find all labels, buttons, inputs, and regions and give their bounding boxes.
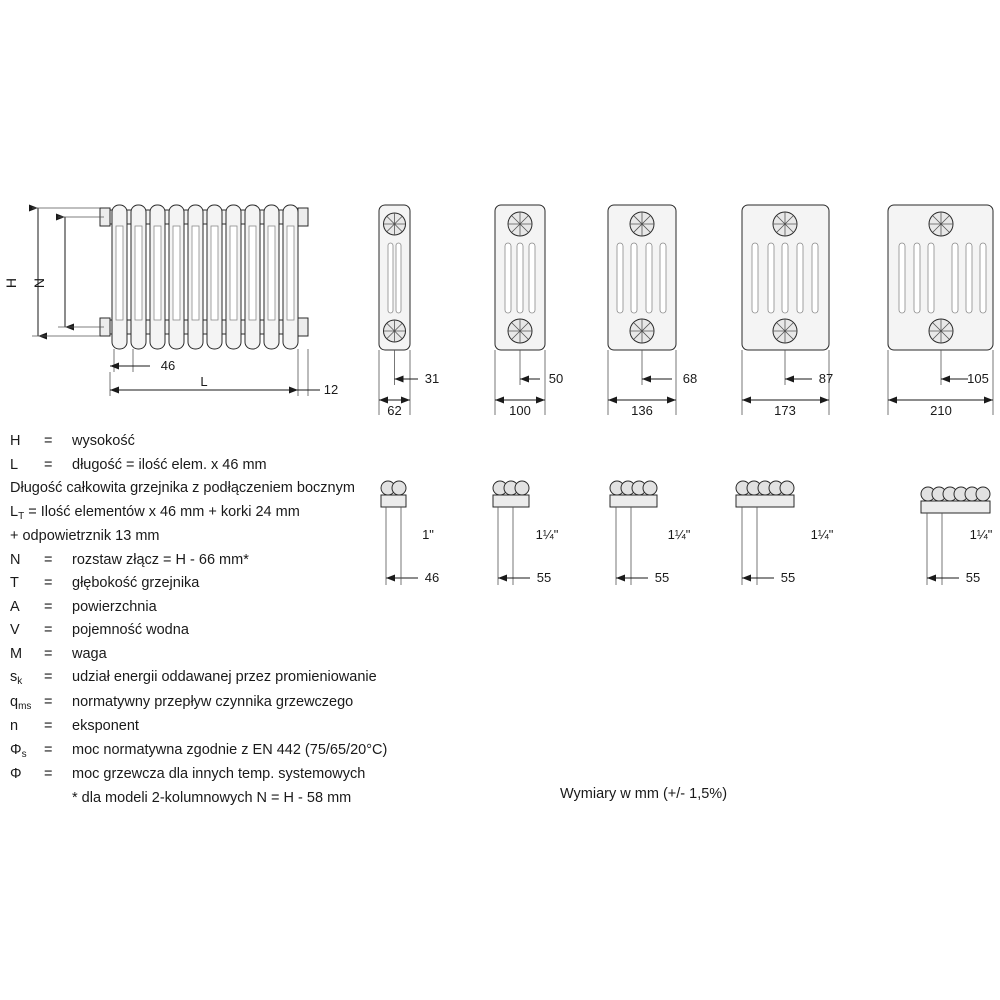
- legend-symbol: [10, 739, 44, 764]
- legend-total-length-note: Długość całkowita grzejnika z podłączeniem bocznym: [10, 480, 355, 496]
- section-slot: [396, 243, 401, 313]
- top-view-nipple: [610, 495, 657, 507]
- section-slot: [752, 243, 758, 313]
- section-slot: [768, 243, 774, 313]
- section-slot: [660, 243, 666, 313]
- legend-symbol: V: [10, 622, 20, 638]
- tv4-dim-text: 55: [780, 570, 796, 585]
- tv2-thread-text: 1¼": [535, 527, 559, 542]
- section-slot: [952, 243, 958, 313]
- units-note: Wymiary w mm (+/- 1,5%): [560, 786, 728, 802]
- legend-row-qms: [10, 691, 480, 716]
- sec4-outer-dim-text: 173: [774, 403, 796, 418]
- legend-footnote: * dla modeli 2-kolumnowych N = H - 58 mm: [72, 789, 352, 806]
- section-slot: [646, 243, 652, 313]
- section-slot: [899, 243, 905, 313]
- dim-12-text: 12: [323, 382, 339, 397]
- legend-symbol: M: [10, 645, 23, 662]
- legend-row-m: [10, 643, 480, 667]
- tv4-thread-text: 1¼": [810, 527, 834, 542]
- top-view-tube: [515, 481, 529, 495]
- front-element-slot: [173, 226, 180, 320]
- top-view-5-column: [736, 481, 834, 585]
- sec2-inner-dim-text: 50: [548, 371, 564, 386]
- legend-description: głębokość grzejnika: [72, 575, 200, 591]
- section-slot: [529, 243, 535, 313]
- sec2-outer-dim-text: 100: [509, 403, 531, 418]
- sec5-inner-dim-text: 105: [967, 371, 989, 386]
- section-slot: [505, 243, 511, 313]
- legend-description: udział energii oddawanej przez promieniowanie: [72, 669, 377, 685]
- section-view-2-column: [379, 205, 439, 418]
- tv3-dim-text: 55: [654, 570, 670, 585]
- label-n: N: [31, 277, 47, 289]
- top-view-4-column: [610, 481, 691, 585]
- legend-equals: =: [44, 598, 53, 615]
- legend-block: [10, 430, 480, 810]
- legend-symbol: H: [10, 433, 21, 449]
- legend-description: wysokość: [72, 433, 135, 449]
- section-slot: [797, 243, 803, 313]
- section-slot: [517, 243, 523, 313]
- legend-equals: =: [44, 433, 53, 449]
- section-view-3-column: [495, 205, 563, 418]
- legend-row-l: [10, 454, 480, 478]
- top-view-nipple: [736, 495, 794, 507]
- legend-description: rozstaw złącz = H - 66 mm*: [72, 551, 249, 568]
- legend-row-sk: [10, 666, 480, 691]
- legend-symbol: n: [10, 718, 19, 734]
- tv5-dim-text: 55: [965, 570, 981, 585]
- legend-equals: =: [44, 551, 53, 568]
- section-view-6-column: [888, 205, 993, 418]
- legend-row-a: [10, 596, 480, 620]
- legend-row-phi: [10, 763, 480, 787]
- front-element-slot: [192, 226, 199, 320]
- legend-description: normatywny przepływ czynnika grzewczego: [72, 693, 354, 710]
- section-slot: [928, 243, 934, 313]
- tv3-thread-text: 1¼": [667, 527, 691, 542]
- legend-description: moc normatywna zgodnie z EN 442 (75/65/20°C): [72, 741, 388, 758]
- legend-symbol: A: [10, 598, 20, 615]
- dim-l-text: L: [200, 374, 208, 389]
- legend-equals: =: [44, 766, 53, 782]
- sec3-inner-dim-text: 68: [682, 371, 698, 386]
- legend-symbol-sub: s: [21, 748, 27, 760]
- legend-lt-rest: = Ilość elementów x 46 mm + korki 24 mm: [24, 503, 300, 520]
- legend-equals: =: [44, 456, 53, 473]
- front-element-slot: [211, 226, 218, 320]
- section-slot: [631, 243, 637, 313]
- section-view-5-column: [742, 205, 833, 418]
- legend-vent-note: + odpowietrznik 13 mm: [10, 528, 160, 544]
- legend-row-t: [10, 572, 480, 596]
- legend-equals: =: [44, 575, 53, 591]
- legend-symbol: Φ: [10, 766, 22, 782]
- legend-row-v: [10, 619, 480, 643]
- top-view-tube: [780, 481, 794, 495]
- section-slot: [980, 243, 986, 313]
- sec4-inner-dim-text: 87: [818, 371, 834, 386]
- legend-row-lt: [10, 501, 480, 526]
- front-view-group: [3, 205, 338, 397]
- legend-symbol-base: q: [10, 693, 19, 710]
- sec5-outer-dim-text: 210: [930, 403, 952, 418]
- legend-symbol: [10, 666, 44, 691]
- sec1-outer-dim-text: 62: [387, 403, 402, 418]
- front-element-slot: [154, 226, 161, 320]
- legend-equals: =: [44, 718, 53, 734]
- legend-symbol-sub: ms: [18, 700, 32, 712]
- legend-symbol-lt-sub: T: [18, 510, 25, 522]
- legend-symbol-lt: L: [10, 503, 19, 520]
- legend-row-phi-s: [10, 739, 480, 764]
- front-element-slot: [268, 226, 275, 320]
- top-view-tube: [976, 487, 990, 501]
- legend-row-n: [10, 549, 480, 573]
- front-element-slot: [249, 226, 256, 320]
- legend-row-h: [10, 430, 480, 454]
- sec3-outer-dim-text: 136: [631, 403, 653, 418]
- legend-equals: =: [44, 693, 53, 710]
- legend-description: waga: [72, 645, 107, 662]
- legend-description: eksponent: [72, 718, 139, 734]
- front-element-slot: [287, 226, 294, 320]
- legend-symbol: L: [10, 456, 19, 473]
- top-view-tube: [643, 481, 657, 495]
- sec1-inner-dim-text: 31: [424, 371, 440, 386]
- front-cap-top-right: [298, 208, 308, 226]
- legend-symbol-base: Φ: [10, 741, 22, 758]
- legend-symbol: [10, 691, 44, 716]
- tv1-dim-text: 46: [424, 570, 440, 585]
- top-view-6-column: [921, 487, 993, 585]
- section-slot: [966, 243, 972, 313]
- tv2-dim-text: 55: [536, 570, 552, 585]
- section-slot: [617, 243, 623, 313]
- section-slot: [782, 243, 788, 313]
- front-element-slot: [135, 226, 142, 320]
- front-element-slot: [116, 226, 123, 320]
- legend-description: powierzchnia: [72, 598, 157, 615]
- legend-symbol: T: [10, 575, 19, 591]
- dim-46-text: 46: [160, 358, 176, 373]
- label-h: H: [3, 277, 19, 289]
- legend-equals: =: [44, 622, 53, 638]
- legend-symbol-base: s: [10, 669, 18, 685]
- tv5-thread-text: 1¼": [969, 527, 993, 542]
- section-slot: [812, 243, 818, 313]
- legend-symbol-sub: k: [17, 676, 23, 687]
- tv1-thread-text: 1": [422, 527, 434, 542]
- top-view-3-column: [493, 481, 559, 585]
- legend-description: moc grzewcza dla innych temp. systemowych: [72, 766, 366, 782]
- section-slot: [914, 243, 920, 313]
- legend-description: długość = ilość elem. x 46 mm: [72, 456, 267, 473]
- section-view-4-column: [608, 205, 697, 418]
- legend-description: pojemność wodna: [72, 622, 189, 638]
- top-view-nipple: [493, 495, 529, 507]
- legend-equals: =: [44, 645, 53, 662]
- section-slot: [388, 243, 393, 313]
- legend-equals: =: [44, 669, 53, 685]
- front-cap-bottom-right: [298, 318, 308, 336]
- legend-row-n-exponent: [10, 715, 480, 739]
- legend-symbol: N: [10, 551, 21, 568]
- legend-equals: =: [44, 741, 53, 758]
- front-element-slot: [230, 226, 237, 320]
- top-view-nipple: [921, 501, 990, 513]
